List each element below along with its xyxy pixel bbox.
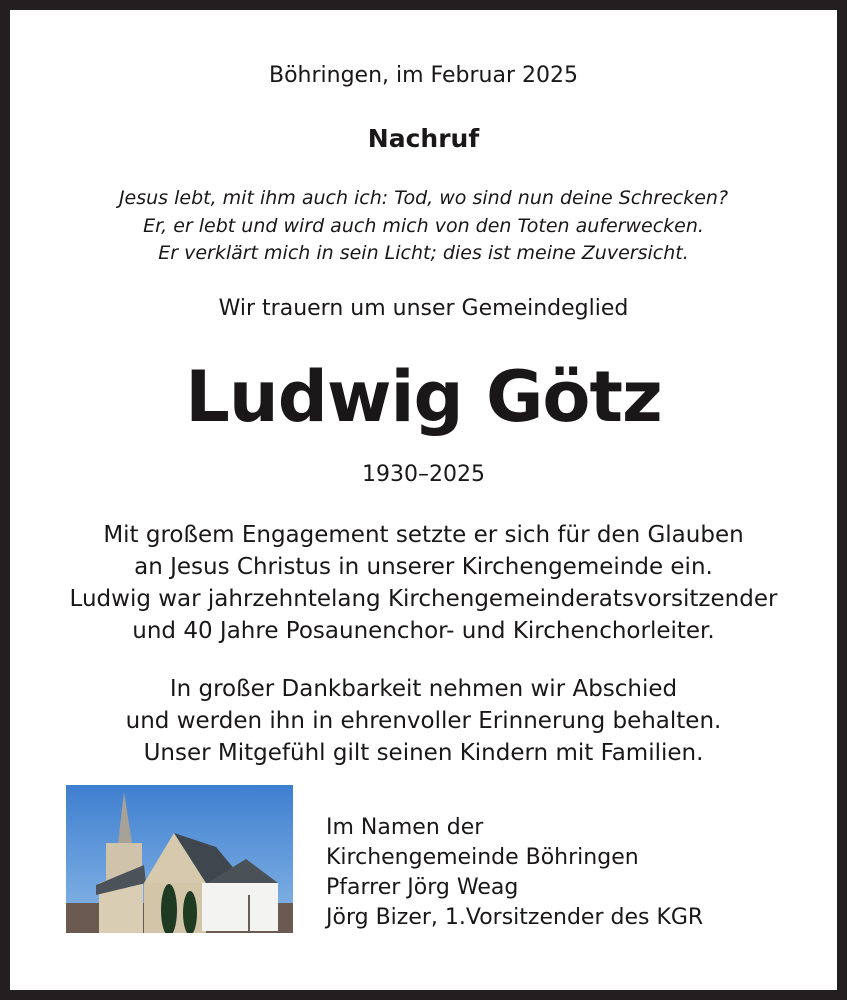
signature-line: Kirchengemeinde Böhringen: [326, 845, 639, 870]
obituary-title: Nachruf: [367, 124, 480, 153]
text-line: und werden ihn in ehrenvoller Erinnerung behalten.: [125, 708, 722, 734]
place-date: Böhringen, im Februar 2025: [268, 63, 578, 88]
farewell-paragraph: [10, 673, 837, 769]
text-line: Mit großem Engagement setzte er sich für den Glauben: [103, 522, 744, 548]
text-line: In großer Dankbarkeit nehmen wir Abschied: [169, 676, 678, 702]
text-line: Unser Mitgefühl gilt seinen Kindern mit Familien.: [143, 740, 704, 766]
verse-line: Er, er lebt und wird auch mich von den Toten auferwecken.: [143, 214, 704, 237]
signature-line: Im Namen der: [326, 815, 484, 840]
text-line: und 40 Jahre Posaunenchor- und Kirchenchorleiter.: [132, 618, 715, 644]
verse-line: Jesus lebt, mit ihm auch ich: Tod, wo sind nun deine Schrecken?: [118, 187, 729, 209]
signature-line: Jörg Bizer, 1.Vorsitzender des KGR: [326, 905, 704, 930]
signature-block: [326, 813, 703, 933]
intro-text: Wir trauern um unser Gemeindeglied: [218, 296, 629, 321]
signature-line: Pfarrer Jörg Weag: [326, 875, 519, 900]
life-years: 1930–2025: [362, 462, 485, 487]
deceased-name: Ludwig Götz: [185, 356, 662, 438]
church-photo: [66, 785, 293, 933]
verse-line: Er verklärt mich in sein Licht; dies ist meine Zuversicht.: [158, 242, 689, 264]
text-line: an Jesus Christus in unserer Kirchengemeinde ein.: [134, 554, 713, 580]
text-line: Ludwig war jahrzehntelang Kirchengemeinderatsvorsitzender: [69, 586, 778, 612]
bible-verse: [10, 185, 837, 268]
tribute-paragraph: [10, 519, 837, 647]
